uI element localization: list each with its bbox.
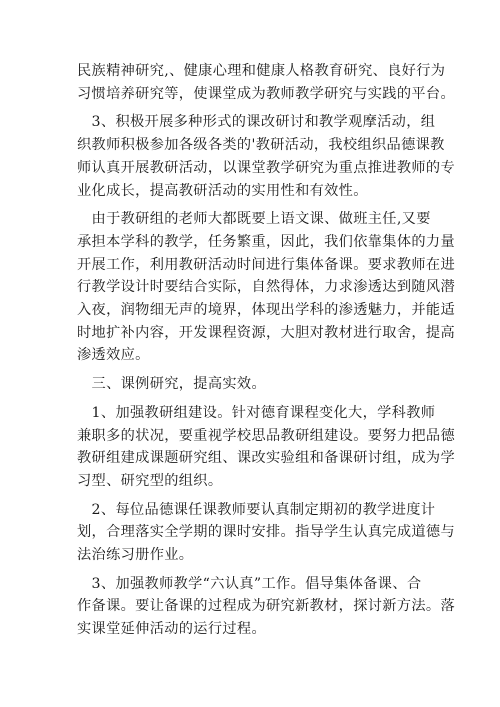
text-line: 时地扩补内容，开发课程资源，大胆对教材进行取舍，提高: [77, 324, 455, 341]
document-body: [77, 60, 455, 641]
text-line: 习惯培养研究等，使课堂成为教师教学研究与实践的平台。: [77, 85, 455, 102]
section-heading: 三、课例研究，提高实效。: [77, 376, 266, 393]
text-line: 渗透效应。: [77, 347, 150, 364]
text-line: 2、每位品德课任课教师要认真制定期初的教学进度计: [77, 501, 436, 518]
text-line: 业化成长，提高教研活动的实用性和有效性。: [77, 182, 368, 199]
text-line: 由于教研组的老师大都既要上语文课、做班主任,又要: [77, 211, 431, 228]
text-line: 习型、研究型的组织。: [77, 472, 223, 489]
text-line: 作备课。要让备课的过程成为研究新教材，探讨新方法。落: [77, 598, 455, 615]
text-line: 实课堂延伸活动的运行过程。: [77, 621, 266, 638]
text-line: 入夜，润物细无声的境界，体现出学科的渗透魅力，并能适: [77, 302, 455, 319]
text-line: 民族精神研究,、健康心理和健康人格教育研究、良好行为: [77, 63, 446, 79]
text-line: 织教师积极参加各级各类的'教研活动，我校组织品德课教: [77, 137, 445, 154]
text-line: 兼职多的状况，要重视学校思品教研组建设。要努力把品德: [77, 427, 455, 444]
text-line: 1、加强教研组建设。针对德育课程变化大，学科教师: [77, 404, 436, 421]
text-line: 承担本学科的教学，任务繁重，因此，我们依靠集体的力量: [77, 233, 455, 250]
text-line: 师认真开展教研活动，以课堂教学研究为重点推进教师的专: [77, 159, 455, 176]
text-line: 教研组建成课题研究组、课改实验组和备课研讨组，成为学: [77, 450, 455, 467]
text-line: 划，合理落实全学期的课时安排。指导学生认真完成道德与: [77, 524, 455, 541]
text-line: 开展工作，利用教研活动时间进行集体备课。要求教师在进: [77, 256, 455, 273]
text-line: 3、积极开展多种形式的课改研讨和教学观摩活动，组: [77, 114, 436, 131]
text-line: 3、加强教师教学“六认真”工作。倡导集体备课、合: [77, 575, 422, 592]
text-line: 法治练习册作业。: [77, 547, 194, 564]
text-line: 行教学设计时要结合实际，自然得体，力求渗透达到随风潜: [77, 279, 455, 296]
